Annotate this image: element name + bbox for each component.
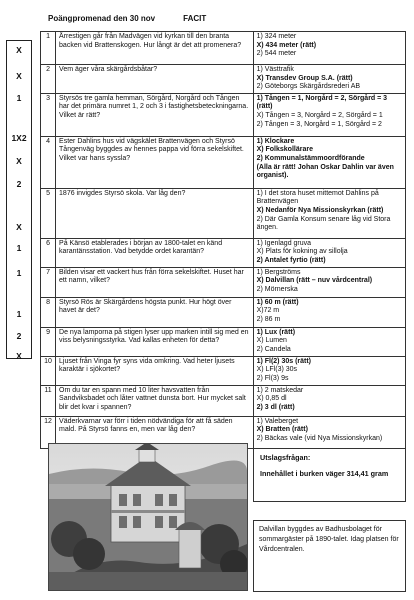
correct-answer-option: 2) Kommunalstämmoordförande <box>256 154 365 162</box>
facit-label: FACIT <box>183 14 207 23</box>
question-text: De nya lamporna på stigen lyser upp marken intill sig med en viss belysningsstyrka. Vad kallas enheten för detta? <box>56 327 254 356</box>
answer-options <box>253 297 405 327</box>
answer-option: 1) Igenlagd gruva <box>256 239 312 247</box>
answer-options <box>253 188 405 238</box>
correct-answer-option: X) Transdev Group S.A. (rätt) <box>256 74 353 82</box>
table-row <box>41 297 406 327</box>
answer-options <box>253 238 405 267</box>
table-row <box>41 93 406 136</box>
question-text: Väderkvarnar var förr i tiden nödvändiga för att få säden mald. På Styrsö fanns en, men var låg den? <box>56 416 254 448</box>
answer-options <box>253 267 405 297</box>
correct-answer-option: 1) Fl(2) 30s (rätt) <box>256 357 312 365</box>
table-row <box>41 356 406 385</box>
tiebreaker-answer: Innehållet i burken väger 314,41 gram <box>260 469 389 478</box>
answer-key-item: 2 <box>16 179 22 189</box>
answer-key-item: 1 <box>16 243 22 253</box>
question-text: Ester Dahlins hus vid vägskälet Brattenvägen och Styrsö Tångenväg byggdes av hennes pappa vid förra sekelskiftet. Vilket var hans syssla? <box>56 136 254 188</box>
answer-option: X) Plats för kokning av sillolja <box>256 248 348 256</box>
answer-option: 1) Västtrafik <box>256 66 294 73</box>
answer-note: (Alla är rätt! Johan Oskar Dahlin var även organist). <box>256 163 394 180</box>
correct-answer-option: X) 434 meter (rätt) <box>256 41 317 49</box>
answer-option: 1) 324 meter <box>256 33 297 40</box>
answer-option: 2) Bäckas vale (vid Nya Missionskyrkan) <box>256 434 383 442</box>
answer-option: 1) 2 matskedar <box>256 386 304 394</box>
answer-key-item: 1 <box>16 93 22 103</box>
question-number: 8 <box>41 297 56 327</box>
answer-options <box>253 327 405 356</box>
question-number: 2 <box>41 65 56 94</box>
question-number: 11 <box>41 385 56 416</box>
question-number: 6 <box>41 238 56 267</box>
answer-option: 2) Mörnerska <box>256 285 298 293</box>
correct-answer-option: 1) 60 m (rätt) <box>256 298 299 306</box>
answer-key-column <box>6 40 32 359</box>
answer-key-item: X <box>16 71 22 81</box>
page-header <box>48 14 388 28</box>
correct-answer-option: 2) Antalet fyrtio (rätt) <box>256 256 326 264</box>
answer-key-item: 2 <box>16 331 22 341</box>
answer-option: 2) 544 meter <box>256 50 297 58</box>
answer-option: X) Tången = 3, Norgård = 2, Sörgård = 1 <box>256 111 383 119</box>
question-number: 3 <box>41 93 56 136</box>
dalvillan-photo <box>48 443 248 591</box>
answer-option: 2) Där Gamla Konsum senare låg vid Stora ängen. <box>256 215 391 232</box>
question-number: 9 <box>41 327 56 356</box>
tiebreaker-box <box>253 448 406 502</box>
answer-key-item: X <box>16 222 22 232</box>
answer-option: 1) Valeberget <box>256 417 299 425</box>
table-row <box>41 238 406 267</box>
table-row <box>41 32 406 65</box>
table-row <box>41 65 406 94</box>
question-number: 1 <box>41 32 56 65</box>
question-text: Vem äger våra skärgårdsbåtar? <box>56 65 254 94</box>
answer-key-item: 1 <box>16 268 22 278</box>
answer-option: 2) Tången = 3, Norgård = 1, Sörgård = 2 <box>256 120 382 128</box>
page-title: Poängpromenad den 30 nov <box>48 14 156 23</box>
answer-option: 2) 86 m <box>256 315 281 323</box>
question-number: 12 <box>41 416 56 448</box>
question-text: På Känsö etablerades i början av 1800-talet en känd karantänsstation. Vad betydde ordet karantän? <box>56 238 254 267</box>
table-row <box>41 327 406 356</box>
question-number: 5 <box>41 188 56 238</box>
question-text: Styrsös tre gamla hemman, Sörgård, Norgård och Tången har det primära numret 1, 2 och 3 i fastighetsbeteckningarna. Vilket är rätt? <box>56 93 254 136</box>
answer-key-item: 1 <box>16 309 22 319</box>
question-number: 10 <box>41 356 56 385</box>
correct-answer-option: 1) Lux (rätt) <box>256 328 296 336</box>
answer-options <box>253 93 405 136</box>
house-photo-illustration <box>49 444 247 590</box>
correct-answer-option: 1) Klockare <box>256 137 295 145</box>
answer-option: X) Lumen <box>256 337 287 345</box>
answer-option: 2) Candela <box>256 345 291 353</box>
question-text: Bilden visar ett vackert hus från förra sekelskiftet. Huset har ett namn, vilket? <box>56 267 254 297</box>
answer-option: X) 0,85 dl <box>256 395 287 403</box>
tiebreaker-title: Utslagsfrågan: <box>260 453 311 462</box>
question-text: Styrsö Rös är Skärgårdens högsta punkt. Hur högt över havet är det? <box>56 297 254 327</box>
correct-answer-option: X) Bratten (rätt) <box>256 426 308 434</box>
answer-option: 2) Göteborgs Skärgårdsrederi AB <box>256 83 361 91</box>
answer-key-item: X <box>16 156 22 166</box>
photo-caption: Dalvillan byggdes av Badhusbolaget för sommargäster på 1890-talet. Idag platsen för Vårdcentralen. <box>253 520 406 592</box>
answer-option: 1) I det stora huset mittemot Dahlins på Brattenvägen <box>256 189 379 206</box>
answer-options <box>253 32 405 65</box>
question-text: Om du tar en spann med 10 liter havsvatten från Sandviksbadet och låter vattnet dunsta bort. Hur mycket salt blir det kvar i spannen? <box>56 385 254 416</box>
correct-answer-option: X) Folkskollärare <box>256 146 313 154</box>
answer-option: 1) Bergströms <box>256 268 301 276</box>
correct-answer-option: 2) 3 dl (rätt) <box>256 403 295 411</box>
answer-options <box>253 356 405 385</box>
correct-answer-option: X) Nedanför Nya Missionskyrkan (rätt) <box>256 206 384 214</box>
answer-option: 2) Fl(3) 9s <box>256 374 289 382</box>
answer-option: X) LFl(3) 30s <box>256 366 298 374</box>
correct-answer-option: X) Dalvillan (rätt – nuv vårdcentral) <box>256 277 373 285</box>
question-text: 1876 invigdes Styrsö skola. Var låg den? <box>56 188 254 238</box>
question-text: Ljuset från Vinga fyr syns vida omkring. Vad heter ljusets karaktär i sjökortet? <box>56 356 254 385</box>
answer-option: X)72 m <box>256 307 280 315</box>
correct-answer-option: 1) Tången = 1, Norgård = 2, Sörgård = 3 (rätt) <box>256 94 388 111</box>
table-row <box>41 267 406 297</box>
answer-key-item: X <box>16 351 22 361</box>
answer-options <box>253 65 405 94</box>
question-number: 7 <box>41 267 56 297</box>
answer-key-item: 1X2 <box>11 133 27 143</box>
quiz-table <box>40 31 406 449</box>
table-row <box>41 188 406 238</box>
table-row <box>41 385 406 416</box>
answer-options <box>253 385 405 416</box>
answer-options <box>253 416 405 448</box>
question-text: Årrestigen går från Madvägen vid kyrkan till den branta backen vid Brattenskogen. Hur långt är det att promenera? <box>56 32 254 65</box>
answer-options <box>253 136 405 188</box>
answer-key-item: X <box>16 45 22 55</box>
table-row <box>41 136 406 188</box>
question-number: 4 <box>41 136 56 188</box>
